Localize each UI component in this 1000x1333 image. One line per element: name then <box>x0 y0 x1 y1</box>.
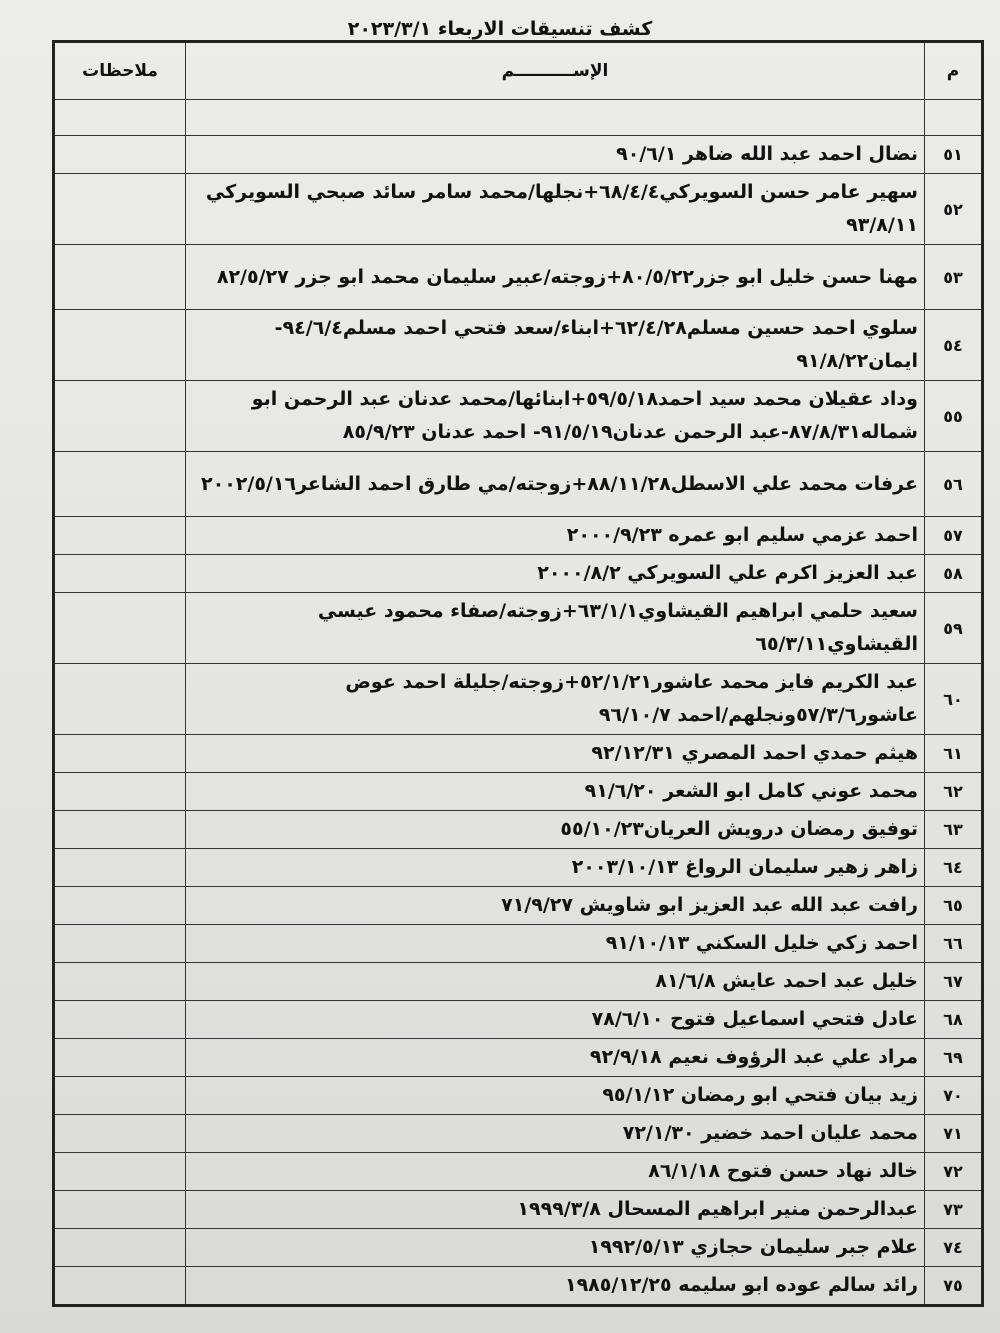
row-notes <box>54 136 186 174</box>
row-name: سهير عامر حسن السويركي٦٨/٤/٤+نجلها/محمد سامر سائد صبحي السويركي ٩٣/٨/١١ <box>186 174 925 245</box>
row-number: ٦٧ <box>925 963 983 1001</box>
row-name: خالد نهاد حسن فتوح ٨٦/١/١٨ <box>186 1153 925 1191</box>
row-number: ٦٨ <box>925 1001 983 1039</box>
row-name: زاهر زهير سليمان الرواغ ٢٠٠٣/١٠/١٣ <box>186 849 925 887</box>
row-name: علام جبر سليمان حجازي ١٩٩٢/٥/١٣ <box>186 1229 925 1267</box>
table-header-row <box>54 42 983 100</box>
table-row <box>54 310 983 381</box>
row-number: ٦١ <box>925 735 983 773</box>
row-notes <box>54 1229 186 1267</box>
row-name: عبدالرحمن منير ابراهيم المسحال ١٩٩٩/٣/٨ <box>186 1191 925 1229</box>
table-row <box>54 811 983 849</box>
table-row <box>54 849 983 887</box>
row-name: محمد عوني كامل ابو الشعر ٩١/٦/٢٠ <box>186 773 925 811</box>
row-name: خليل عبد احمد عايش ٨١/٦/٨ <box>186 963 925 1001</box>
row-number: ٦٣ <box>925 811 983 849</box>
table-row <box>54 555 983 593</box>
row-number: ٥٦ <box>925 452 983 517</box>
row-number: ٧٠ <box>925 1077 983 1115</box>
row-name: عبد العزيز اكرم علي السويركي ٢٠٠٠/٨/٢ <box>186 555 925 593</box>
row-notes <box>54 245 186 310</box>
row-number: ٦٥ <box>925 887 983 925</box>
table-row <box>54 174 983 245</box>
row-number: ٥٨ <box>925 555 983 593</box>
table-row <box>54 517 983 555</box>
table-row <box>54 593 983 664</box>
row-number: ٦٩ <box>925 1039 983 1077</box>
row-notes <box>54 1077 186 1115</box>
row-notes <box>54 174 186 245</box>
row-notes <box>54 517 186 555</box>
row-notes <box>54 1153 186 1191</box>
row-notes <box>54 849 186 887</box>
table-row <box>54 1115 983 1153</box>
row-number: ٥٣ <box>925 245 983 310</box>
row-number: ٧٤ <box>925 1229 983 1267</box>
table-row <box>54 1001 983 1039</box>
column-header-number: م <box>925 42 983 100</box>
row-notes <box>54 100 186 136</box>
row-notes <box>54 735 186 773</box>
row-number: ٥٧ <box>925 517 983 555</box>
row-notes <box>54 1039 186 1077</box>
row-notes <box>54 925 186 963</box>
table-row <box>54 1153 983 1191</box>
row-name: توفيق رمضان درويش العريان٥٥/١٠/٢٣ <box>186 811 925 849</box>
table-row <box>54 664 983 735</box>
row-notes <box>54 963 186 1001</box>
table-row <box>54 245 983 310</box>
row-name: عرفات محمد علي الاسطل٨٨/١١/٢٨+زوجته/مي طارق احمد الشاعر٢٠٠٢/٥/١٦ <box>186 452 925 517</box>
row-number: ٧٢ <box>925 1153 983 1191</box>
row-number: ٦٠ <box>925 664 983 735</box>
row-name: هيثم حمدي احمد المصري ٩٢/١٢/٣١ <box>186 735 925 773</box>
row-notes <box>54 1191 186 1229</box>
row-number: ٥٩ <box>925 593 983 664</box>
row-number: ٧٣ <box>925 1191 983 1229</box>
row-notes <box>54 1115 186 1153</box>
row-name: احمد عزمي سليم ابو عمره ٢٠٠٠/٩/٢٣ <box>186 517 925 555</box>
row-name: رائد سالم عوده ابو سليمه ١٩٨٥/١٢/٢٥ <box>186 1267 925 1306</box>
row-name: مراد علي عبد الرؤوف نعيم ٩٢/٩/١٨ <box>186 1039 925 1077</box>
row-number: ٧١ <box>925 1115 983 1153</box>
row-number: ٥٥ <box>925 381 983 452</box>
column-header-notes: ملاحظات <box>54 42 186 100</box>
row-name: نضال احمد عبد الله ضاهر ٩٠/٦/١ <box>186 136 925 174</box>
table-row <box>54 773 983 811</box>
row-name: سلوي احمد حسين مسلم٦٢/٤/٢٨+ابناء/سعد فتحي احمد مسلم٩٤/٦/٤- ايمان٩١/٨/٢٢ <box>186 310 925 381</box>
row-number: ٥١ <box>925 136 983 174</box>
row-notes <box>54 1001 186 1039</box>
row-notes <box>54 664 186 735</box>
row-notes <box>54 310 186 381</box>
row-name: مهنا حسن خليل ابو جزر٨٠/٥/٢٢+زوجته/عبير سليمان محمد ابو جزر ٨٢/٥/٢٧ <box>186 245 925 310</box>
table-row <box>54 887 983 925</box>
row-number: ٦٤ <box>925 849 983 887</box>
row-number: ٦٦ <box>925 925 983 963</box>
page-title: كشف تنسيقات الاربعاء ٢٠٢٣/٣/١ <box>347 18 653 40</box>
row-notes <box>54 381 186 452</box>
row-notes <box>54 593 186 664</box>
row-notes <box>54 773 186 811</box>
table-row <box>54 136 983 174</box>
row-notes <box>54 555 186 593</box>
table-row <box>54 1039 983 1077</box>
column-header-name: الإســــــــــم <box>186 42 925 100</box>
row-name <box>186 100 925 136</box>
row-notes <box>54 1267 186 1306</box>
row-name: محمد عليان احمد خضير ٧٢/١/٣٠ <box>186 1115 925 1153</box>
table-row <box>54 925 983 963</box>
row-number: ٧٥ <box>925 1267 983 1306</box>
table-row <box>54 381 983 452</box>
table-row <box>54 1077 983 1115</box>
row-name: وداد عقيلان محمد سيد احمد٥٩/٥/١٨+ابنائها/محمد عدنان عبد الرحمن ابو شماله٨٧/٨/٣١-عبد الرحمن عدنان٩١/٥/١٩- احمد عدنان ٨٥/٩/٢٣ <box>186 381 925 452</box>
roster-table <box>52 40 984 1307</box>
row-name: احمد زكي خليل السكني ٩١/١٠/١٣ <box>186 925 925 963</box>
row-name: رافت عبد الله عبد العزيز ابو شاويش ٧١/٩/٢٧ <box>186 887 925 925</box>
table-row <box>54 1229 983 1267</box>
table-row <box>54 100 983 136</box>
row-number: ٦٢ <box>925 773 983 811</box>
table-row <box>54 963 983 1001</box>
row-number <box>925 100 983 136</box>
row-notes <box>54 452 186 517</box>
row-name: زيد بيان فتحي ابو رمضان ٩٥/١/١٢ <box>186 1077 925 1115</box>
roster-body <box>54 100 983 1306</box>
row-name: سعيد حلمي ابراهيم القيشاوي٦٣/١/١+زوجته/صفاء محمود عيسي القيشاوي٦٥/٣/١١ <box>186 593 925 664</box>
row-name: عادل فتحي اسماعيل فتوح ٧٨/٦/١٠ <box>186 1001 925 1039</box>
table-row <box>54 1267 983 1306</box>
row-notes <box>54 811 186 849</box>
row-number: ٥٤ <box>925 310 983 381</box>
row-notes <box>54 887 186 925</box>
table-row <box>54 452 983 517</box>
row-number: ٥٢ <box>925 174 983 245</box>
row-name: عبد الكريم فايز محمد عاشور٥٢/١/٢١+زوجته/جليلة احمد عوض عاشور٥٧/٣/٦ونجلهم/احمد ٩٦/١٠/٧ <box>186 664 925 735</box>
table-row <box>54 735 983 773</box>
table-row <box>54 1191 983 1229</box>
